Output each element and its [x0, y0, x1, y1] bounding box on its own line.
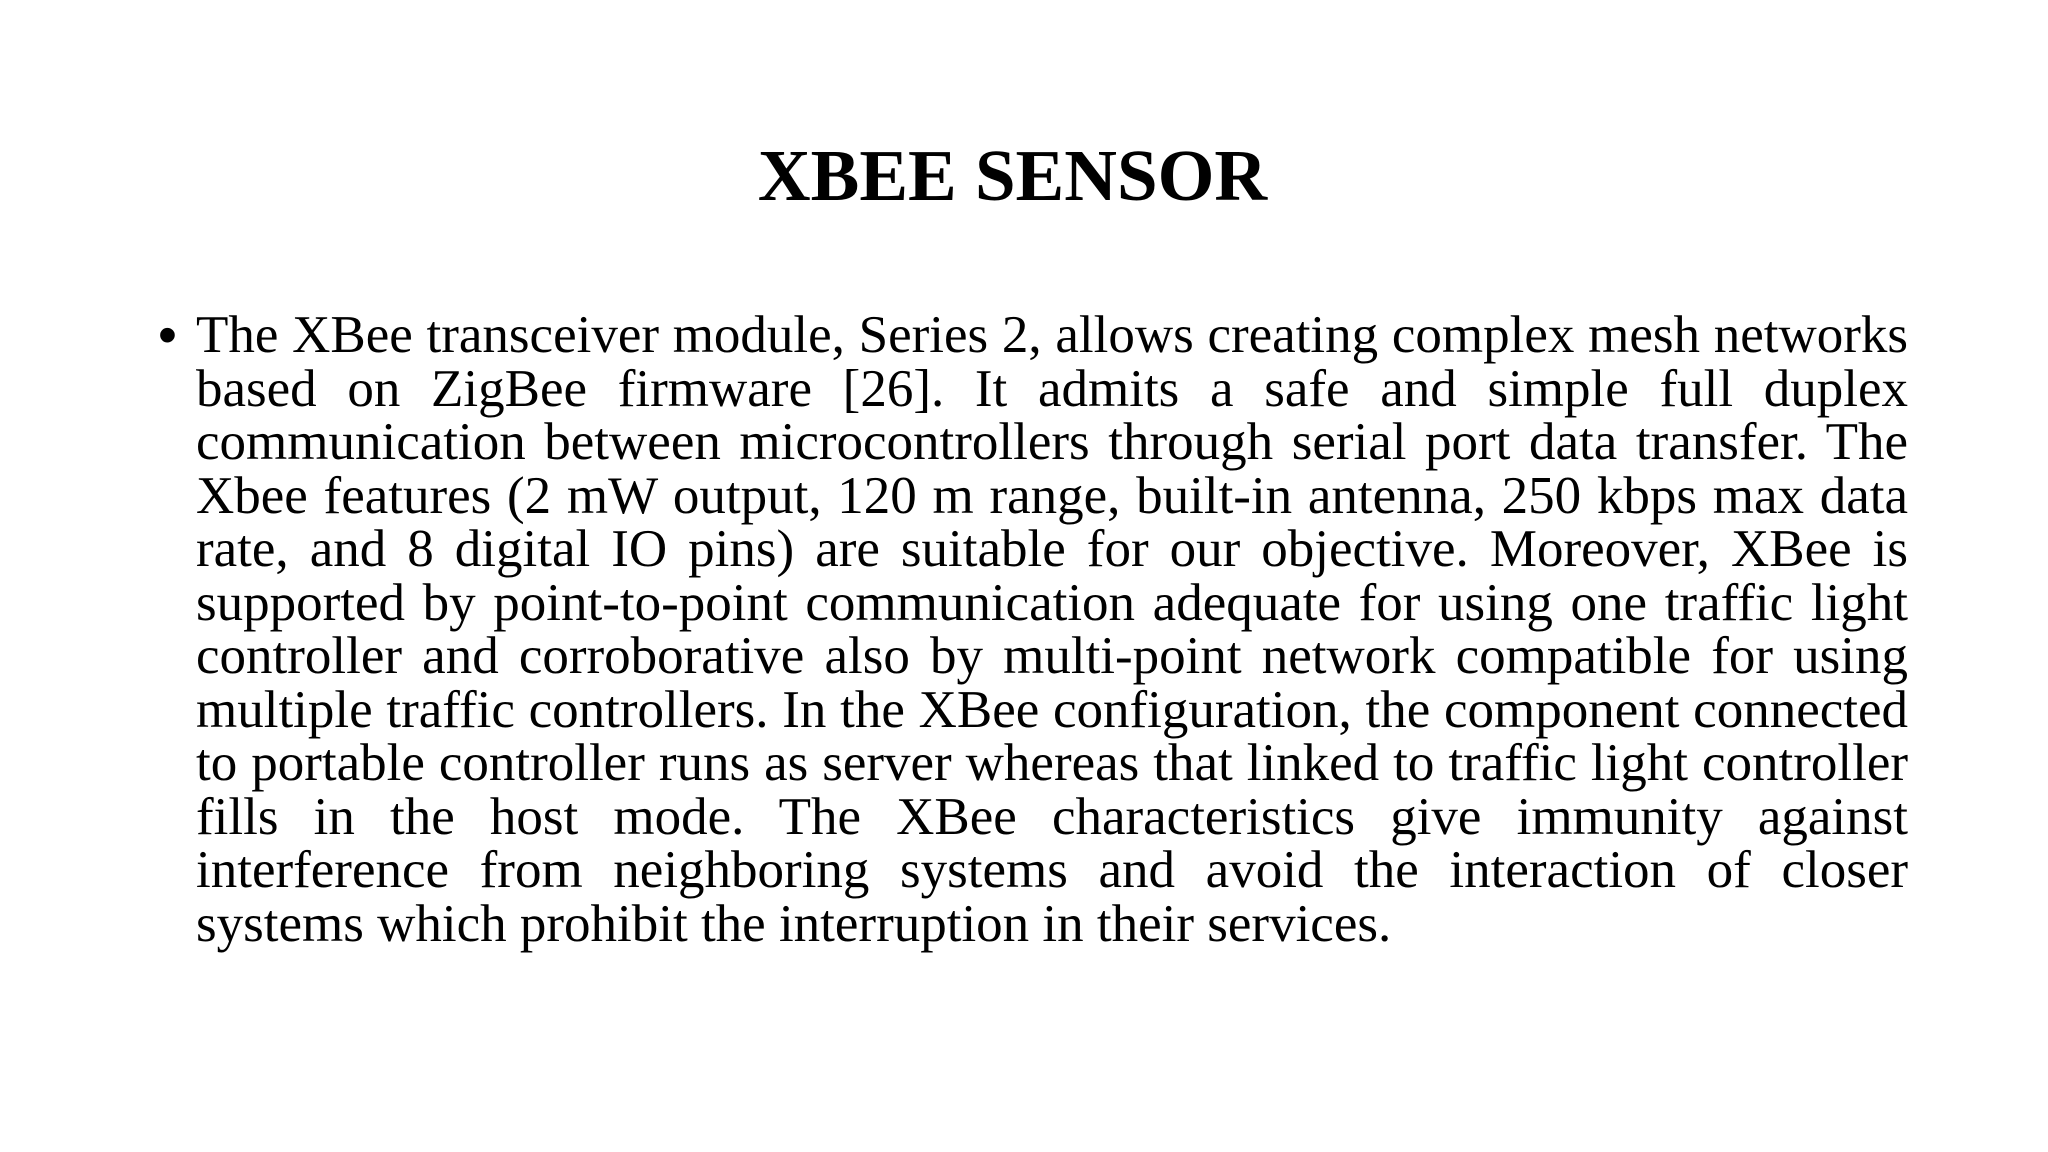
- bullet-item: [158, 305, 1908, 953]
- bullet-marker: •: [158, 305, 177, 365]
- slide-title: XBEE SENSOR: [757, 135, 1268, 216]
- bullet-list: [158, 305, 1908, 953]
- bullet-text: The XBee transceiver module, Series 2, allows creating complex mesh networks based on ZigBee firmware [26]. It admits a safe and simple full duplex communication between microcontrollers through serial port data transfer. The Xbee features (2 mW output, 120 m range, built-in antenna, 250 kbps max data rate, and 8 digital IO pins) are suitable for our objective. Moreover, XBee is supported by point-to-point communication adequate for using one traffic light controller and corroborative also by multi-point network compatible for using multiple traffic controllers. In the XBee configuration, the component connected to portable controller runs as server whereas that linked to traffic light controller fills in the host mode. The XBee characteristics give immunity against interference from neighboring systems and avoid the interaction of closer systems which prohibit the interruption in their services.: [196, 306, 1908, 953]
